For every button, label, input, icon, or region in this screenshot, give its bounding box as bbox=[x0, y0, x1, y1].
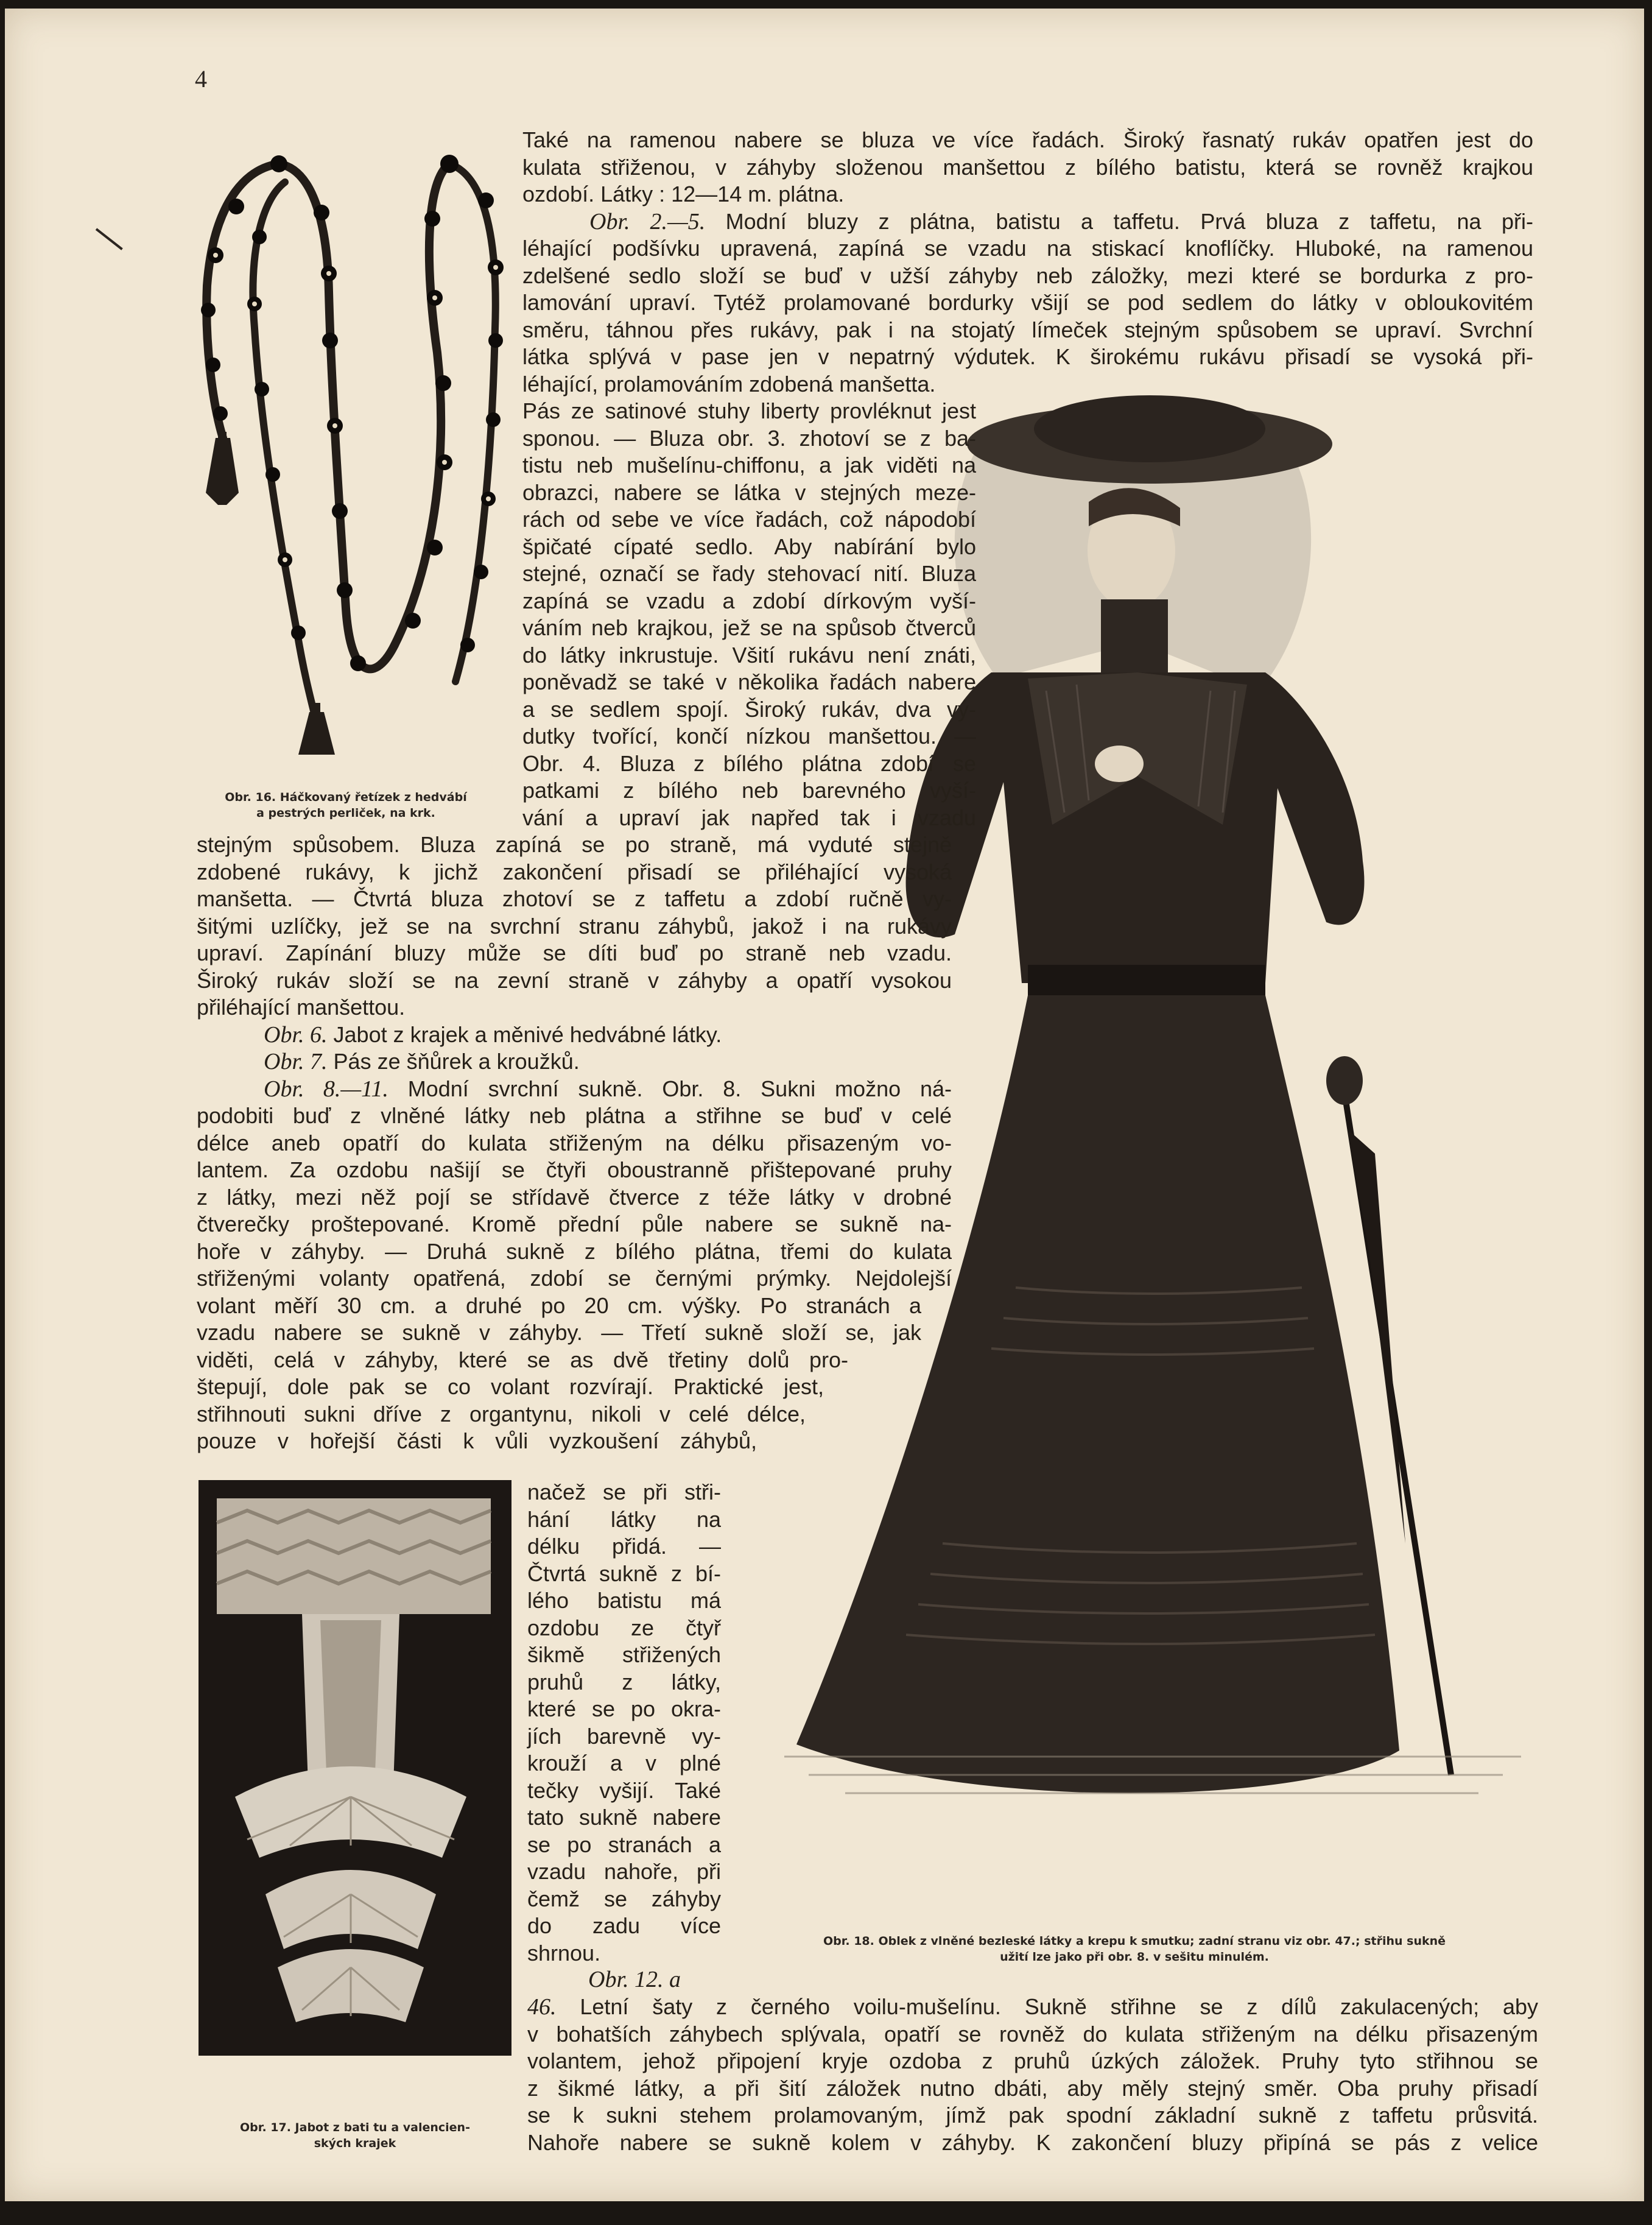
figure-18-caption: Obr. 18. Oblek z vlněné bezleské látky a krepu k smutku; zadní stranu viz obr. 47.; střihu sukně užití lze jako při obr. 8. v sešitu minulém. bbox=[823, 1934, 1446, 1964]
text-block-top: Také na ramenou nabere se bluza ve více řadách. Široký řasnatý rukáv opatřen jest do kulata střiženou, v záhyby složenou manšettou z bílého batistu, která se rovněž krajkou ozdobí. Látky : 12—14 m. plátna. Obr. 2.—5. Modní bluzy z plátna, batistu a taffetu. Prvá bluza z taffetu, na při- léhající podšívku upravená, zapíná se vzadu na stiskací knoflíčky. Hluboké, na ramenou zdelšené sedlo složí se buď v užší záhyby neb záložky, mezi které se bordurka z pro- lamování upraví. Tytéž prolamované bordurky všijí se pod sedlem do látky v obloukovitém směru, táhnou přes rukávy, pak i na stojatý límeček stejným spůsobem se upraví. Svrchní látka splývá v pase jen v nepatrný výdutek. K širokému rukávu přisadí se vysoká při- léhající, prolamováním zdobená manšetta. bbox=[522, 127, 1533, 397]
text-block-middle: Pás ze satinové stuhy liberty provléknut jest sponou. — Bluza obr. 3. zhotoví se z ba- tistu neb mušelínu-chiffonu, a jak viděti na obrazci, nabere se látka v stejných meze- rách od sebe ve více řadách, což nápodobí špičaté cípaté sedlo. Aby nabírání bylo stejné, označí se řady stehovací nití. Bluza zapíná se vzadu a zdobí dírkovým vyší- váním neb krajkou, jež se na spůsob čtverců do látky inkrustuje. Všití rukávu není znáti, poněvadž se také v několika řadách nabere a se sedlem spojí. Široký rukáv, dva vý- dutky tvořící, končí nízkou manšettou. — Obr. 4. Bluza z bílého plátna zdobí se patkami z bílého neb barevného vyší- vání a upraví jak napřed tak i vzadu bbox=[522, 398, 976, 830]
jabot-photograph bbox=[199, 1480, 511, 2056]
text-block-bottom: 46. Letní šaty z černého voilu-mušelínu. Sukně střihne se z dílů zakulacených; aby v bohatších záhybech splývala, opatří se rovněž do kulata střiženým na délku přisazeným volantem, jehož připojení kryje ozdoba z pruhů úzkých záložek. Pruhy tyto střihnou se z šikmé látky, a při šití záložek nutno dbáti, aby měly stejný směr. Oba pruhy přisadí se k sukni stehem prolamovaným, jímž pak spodní základní sukně z taffetu průsvitá. Nahoře nabere se sukně kolem v záhyby. K zakončení bluzy připíná se pás z velice bbox=[527, 1994, 1538, 2155]
figure-17-caption: Obr. 17. Jabot z bati tu a valencien- ských krajek bbox=[240, 2121, 470, 2150]
page-number: 4 bbox=[195, 65, 207, 93]
margin-pencil-mark bbox=[96, 228, 123, 250]
text-block-bottom-lead: Obr. 12. a bbox=[588, 1967, 681, 1992]
magazine-page bbox=[5, 9, 1644, 2201]
text-block-narrow-column: načež se při stři- hání látky na délku přidá. — Čtvrtá sukně z bí- lého batistu má ozdobu ze čtyř šikmě střižených pruhů z látky, které se po okra- jích barevně vy- krouží a v plné tečky vyšijí. Také tato sukně nabere se po stranách a vzadu nahoře, při čemž se záhyby do zadu více shrnou. bbox=[527, 1479, 721, 1966]
necklace-illustration bbox=[194, 146, 516, 761]
figure-16-caption: Obr. 16. Háčkovaný řetízek z hedvábí a pestrých perliček, na krk. bbox=[225, 791, 467, 820]
text-block-left-column: stejným spůsobem. Bluza zapíná se po straně, má vyduté stejně zdobené rukávy, k jichž zakončení přisadí se přiléhající vysoká manšetta. — Čtvrtá bluza zhotoví se z taffetu a zdobí ručně vy- šitými uzlíčky, jež se na svrchní stranu záhybů, jakož i na rukávy upraví. Zapínání bluzy může se díti buď po straně neb vzadu. Široký rukáv složí se na zevní straně v záhyby a opatří vysokou přiléhající manšettou. Obr. 6. Jabot z krajek a měnivé hedvábné látky. Obr. 7. Pás ze šňůrek a kroužků. Obr. 8.—11. Modní svrchní sukně. Obr. 8. Sukni možno ná- podobiti buď z vlněné látky neb plátna a střihne se buď v celé délce aneb opatří do kulata střiženým na délku přisazeným vo- lantem. Za ozdobu našijí se čtyři oboustranně přištepované pruhy z látky, mezi něž pojí se střídavě čtverce z téže látky v drobné čtverečky proštepované. Kromě přední půle nabere se sukně na- hoře v záhyby. — Druhá sukně z bílého plátna, třemi do kulata střiženými volanty opatřená, zdobí se černými prýmky. Nejdolejší volant měří 30 cm. a druhé po 20 cm. výšky. Po stranách a vzadu nabere se sukně v záhyby. — Třetí sukně složí se, jak viděti, celá v záhyby, které se as dvě třetiny dolů pro- štepují, dole pak se co volant rozvírají. Praktické jest, střihnouti sukni dříve z organtynu, nikoli v celé délce, pouze v hořejší části k vůli vyzkoušení záhybů, bbox=[197, 832, 952, 1453]
